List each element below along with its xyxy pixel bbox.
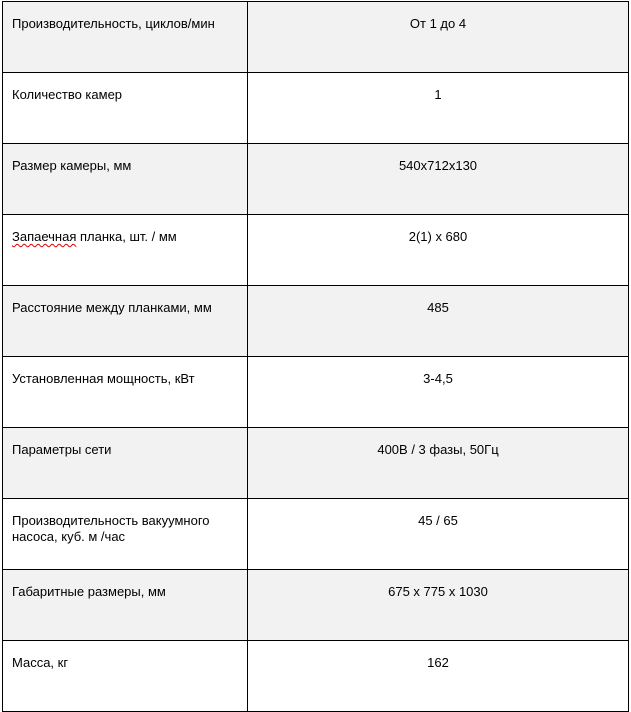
table-row: [3, 215, 629, 286]
spec-value: 400В / 3 фазы, 50Гц: [248, 428, 629, 499]
spec-label: Размер камеры, мм: [3, 144, 248, 215]
table-row: [3, 357, 629, 428]
spec-value: 45 / 65: [248, 499, 629, 570]
spec-label: Параметры сети: [3, 428, 248, 499]
table-row: [3, 499, 629, 570]
spec-label: Расстояние между планками, мм: [3, 286, 248, 357]
spec-label-rest: планка, шт. / мм: [76, 229, 177, 244]
specifications-table: [2, 1, 629, 712]
table-row: [3, 570, 629, 641]
spec-label: Установленная мощность, кВт: [3, 357, 248, 428]
spec-label: [3, 215, 248, 286]
spec-value: 3-4,5: [248, 357, 629, 428]
spec-value: 485: [248, 286, 629, 357]
spec-label: Производительность, циклов/мин: [3, 2, 248, 73]
table-row: [3, 2, 629, 73]
spec-label: Масса, кг: [3, 641, 248, 712]
table-row: [3, 144, 629, 215]
table-row: [3, 428, 629, 499]
spellcheck-word: Запаечная: [12, 229, 77, 244]
spec-value: 1: [248, 73, 629, 144]
table-row: [3, 641, 629, 712]
spec-value: 2(1) x 680: [248, 215, 629, 286]
spec-label: Количество камер: [3, 73, 248, 144]
spec-value: 540x712x130: [248, 144, 629, 215]
spec-label: Габаритные размеры, мм: [3, 570, 248, 641]
spec-label: Производительность вакуумного насоса, куб. м /час: [3, 499, 248, 570]
spec-value: От 1 до 4: [248, 2, 629, 73]
spec-value: 162: [248, 641, 629, 712]
table-row: [3, 73, 629, 144]
spec-value: 675 x 775 x 1030: [248, 570, 629, 641]
table-row: [3, 286, 629, 357]
